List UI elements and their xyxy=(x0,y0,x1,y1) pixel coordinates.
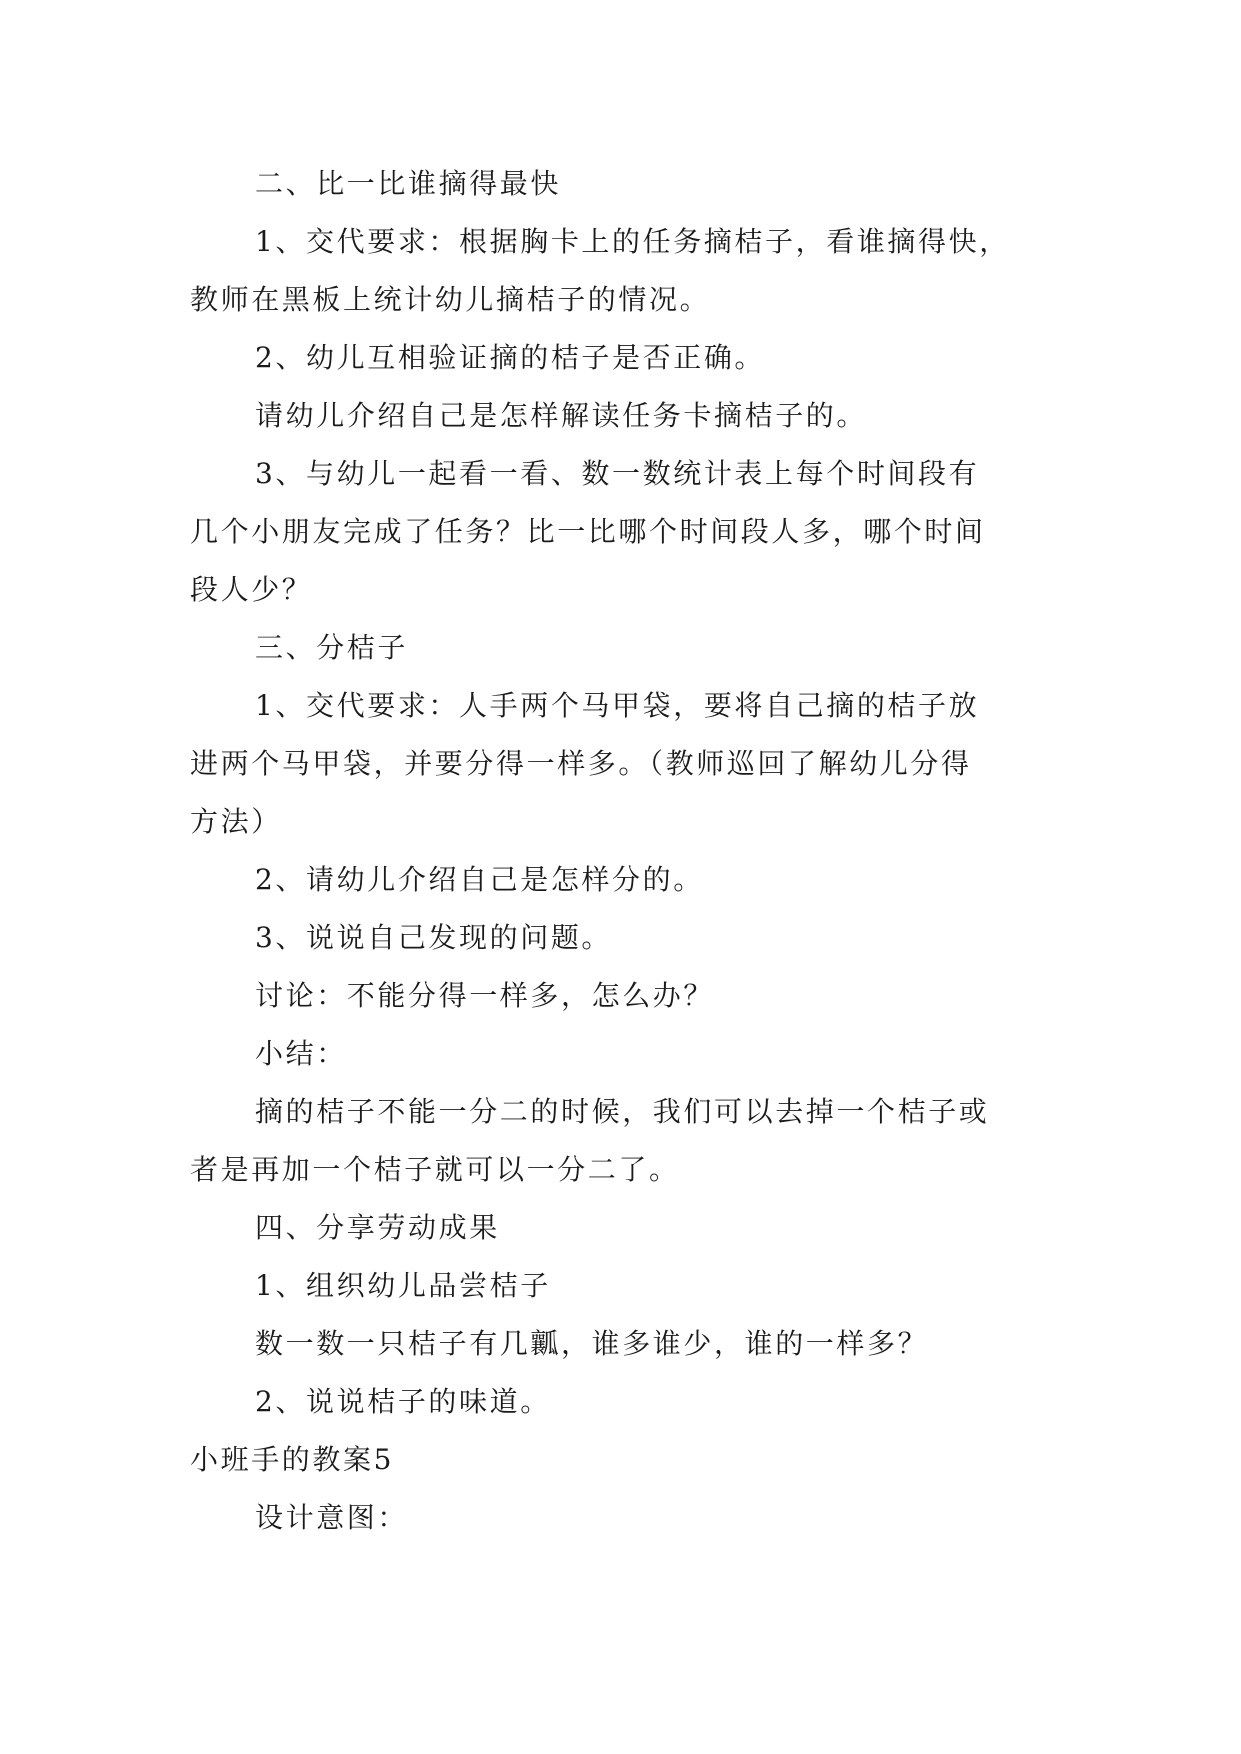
section-heading-3: 三、分桔子 xyxy=(255,631,409,664)
document-title: 小班手的教案5 xyxy=(190,1443,395,1476)
paragraph-line: 3、说说自己发现的问题。 xyxy=(255,921,613,954)
paragraph-line: 几个小朋友完成了任务？比一比哪个时间段人多，哪个时间 xyxy=(190,515,986,548)
paragraph-line: 设计意图： xyxy=(255,1501,409,1534)
paragraph-line: 2、幼儿互相验证摘的桔子是否正确。 xyxy=(255,341,766,374)
paragraph-line: 1、交代要求：根据胸卡上的任务摘桔子，看谁摘得快， xyxy=(255,225,1010,258)
paragraph-line: 进两个马甲袋，并要分得一样多。（教师巡回了解幼儿分得 xyxy=(190,747,972,780)
paragraph-line: 2、请幼儿介绍自己是怎样分的。 xyxy=(255,863,704,896)
paragraph-line: 段人少？ xyxy=(190,573,313,606)
paragraph-line: 者是再加一个桔子就可以一分二了。 xyxy=(190,1153,680,1186)
paragraph-line: 3、与幼儿一起看一看、数一数统计表上每个时间段有 xyxy=(255,457,980,490)
paragraph-line: 2、说说桔子的味道。 xyxy=(255,1385,551,1418)
paragraph-line: 1、组织幼儿品尝桔子 xyxy=(255,1269,551,1302)
paragraph-line: 1、交代要求：人手两个马甲袋，要将自己摘的桔子放 xyxy=(255,689,980,722)
paragraph-line: 小结： xyxy=(255,1037,347,1070)
paragraph-line: 请幼儿介绍自己是怎样解读任务卡摘桔子的。 xyxy=(255,399,868,432)
paragraph-line: 摘的桔子不能一分二的时候，我们可以去掉一个桔子或 xyxy=(255,1095,990,1128)
section-heading-4: 四、分享劳动成果 xyxy=(255,1211,500,1244)
paragraph-line: 讨论：不能分得一样多，怎么办？ xyxy=(255,979,715,1012)
paragraph-line: 教师在黑板上统计幼儿摘桔子的情况。 xyxy=(190,283,711,316)
section-heading-2: 二、比一比谁摘得最快 xyxy=(255,167,562,200)
paragraph-line: 方法） xyxy=(190,805,282,838)
paragraph-line: 数一数一只桔子有几瓤，谁多谁少，谁的一样多？ xyxy=(255,1327,929,1360)
